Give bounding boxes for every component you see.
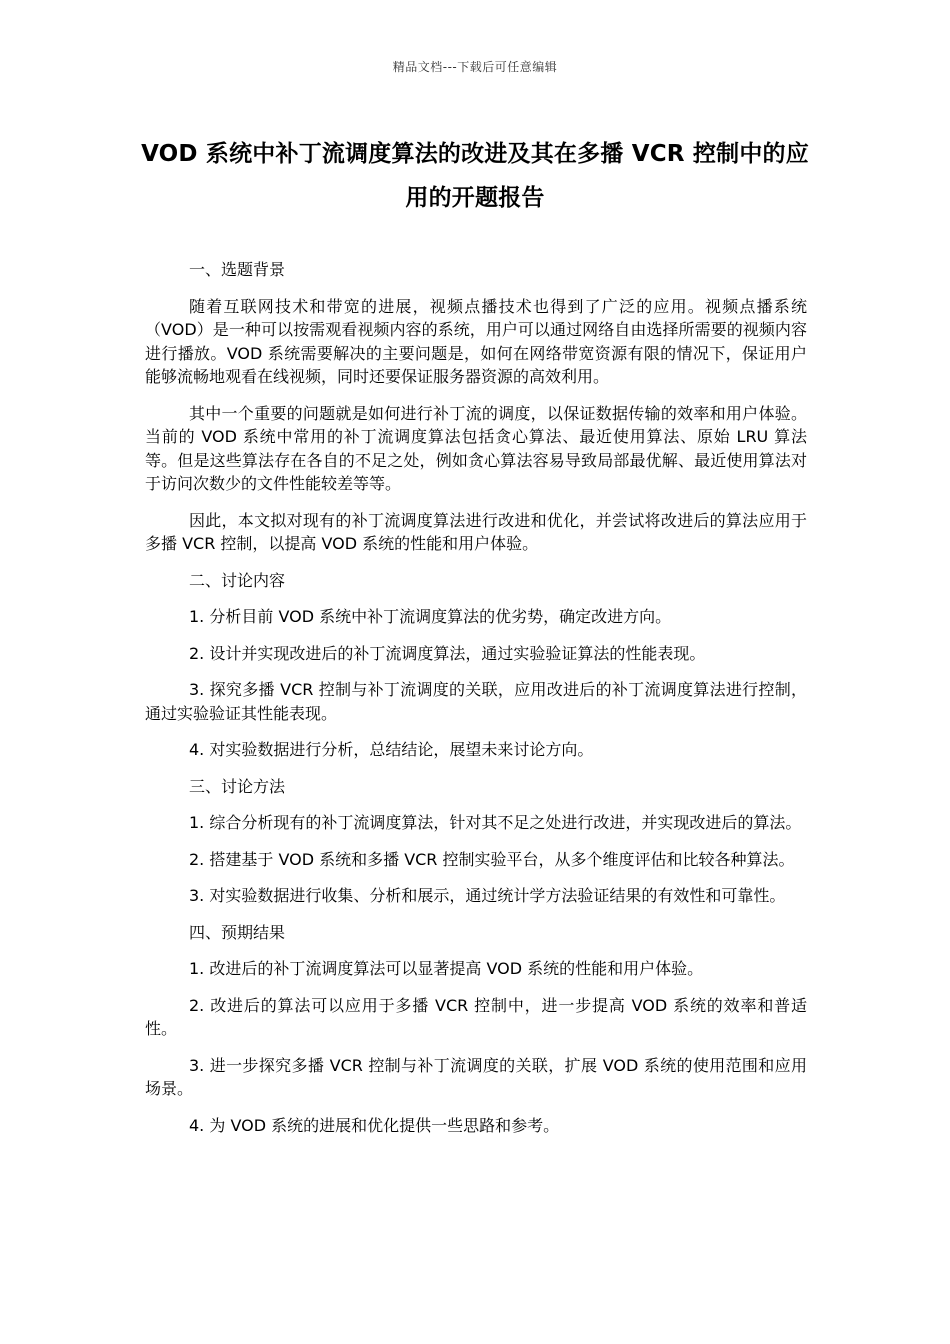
list-item: 2. 改进后的算法可以应用于多播 VCR 控制中，进一步提高 VOD 系统的效率和普适性。 [145,995,807,1038]
list-item: 4. 为 VOD 系统的进展和优化提供一些思路和参考。 [189,1115,560,1135]
section-heading-background: 一、选题背景 [189,260,286,279]
list-item: 2. 设计并实现改进后的补丁流调度算法，通过实验验证算法的性能表现。 [189,643,706,663]
paragraph: 其中一个重要的问题就是如何进行补丁流的调度，以保证数据传输的效率和用户体验。当前的 VOD 系统中常用的补丁流调度算法包括贪心算法、最近使用算法、原始 LRU 算法等。但是这些算法存在各自的不足之处，例如贪心算法容易导致局部最优解、最近使用算法对于访问次数少的文件性能较差等等。 [145,403,807,493]
paragraph: 因此，本文拟对现有的补丁流调度算法进行改进和优化，并尝试将改进后的算法应用于多播 VCR 控制，以提高 VOD 系统的性能和用户体验。 [145,510,807,553]
list-item: 3. 进一步探究多播 VCR 控制与补丁流调度的关联，扩展 VOD 系统的使用范围和应用场景。 [145,1055,807,1098]
list-item: 1. 分析目前 VOD 系统中补丁流调度算法的优劣势，确定改进方向。 [189,607,672,626]
section-heading-results: 四、预期结果 [189,922,286,942]
list-item: 4. 对实验数据进行分析，总结结论，展望未来讨论方向。 [189,740,594,759]
list-item: 1. 综合分析现有的补丁流调度算法，针对其不足之处进行改进，并实现改进后的算法。 [189,813,802,832]
section-heading-method: 三、讨论方法 [189,776,286,796]
header-note: 精品文档---下载后可任意编辑 [392,60,558,74]
list-item: 3. 对实验数据进行收集、分析和展示，通过统计学方法验证结果的有效性和可靠性。 [189,886,786,905]
section-heading-content: 二、讨论内容 [189,570,286,590]
list-item: 3. 探究多播 VCR 控制与补丁流调度的关联，应用改进后的补丁流调度算法进行控制，通过实验验证其性能表现。 [145,680,807,723]
paragraph: 随着互联网技术和带宽的进展，视频点播技术也得到了广泛的应用。视频点播系统（VOD）是一种可以按需观看视频内容的系统，用户可以通过网络自由选择所需要的视频内容进行播放。VOD 系统需要解决的主要问题是，如何在网络带宽资源有限的情况下，保证用户能够流畅地观看在线视频，同时还要保证服务器资源的高效利用。 [145,296,807,386]
document-title: VOD 系统中补丁流调度算法的改进及其在多播 VCR 控制中的应用的开题报告 [141,141,809,211]
list-item: 1. 改进后的补丁流调度算法可以显著提高 VOD 系统的性能和用户体验。 [189,959,704,978]
document-body [145,258,807,1150]
list-item: 2. 搭建基于 VOD 系统和多播 VCR 控制实验平台，从多个维度评估和比较各种算法。 [189,849,795,869]
